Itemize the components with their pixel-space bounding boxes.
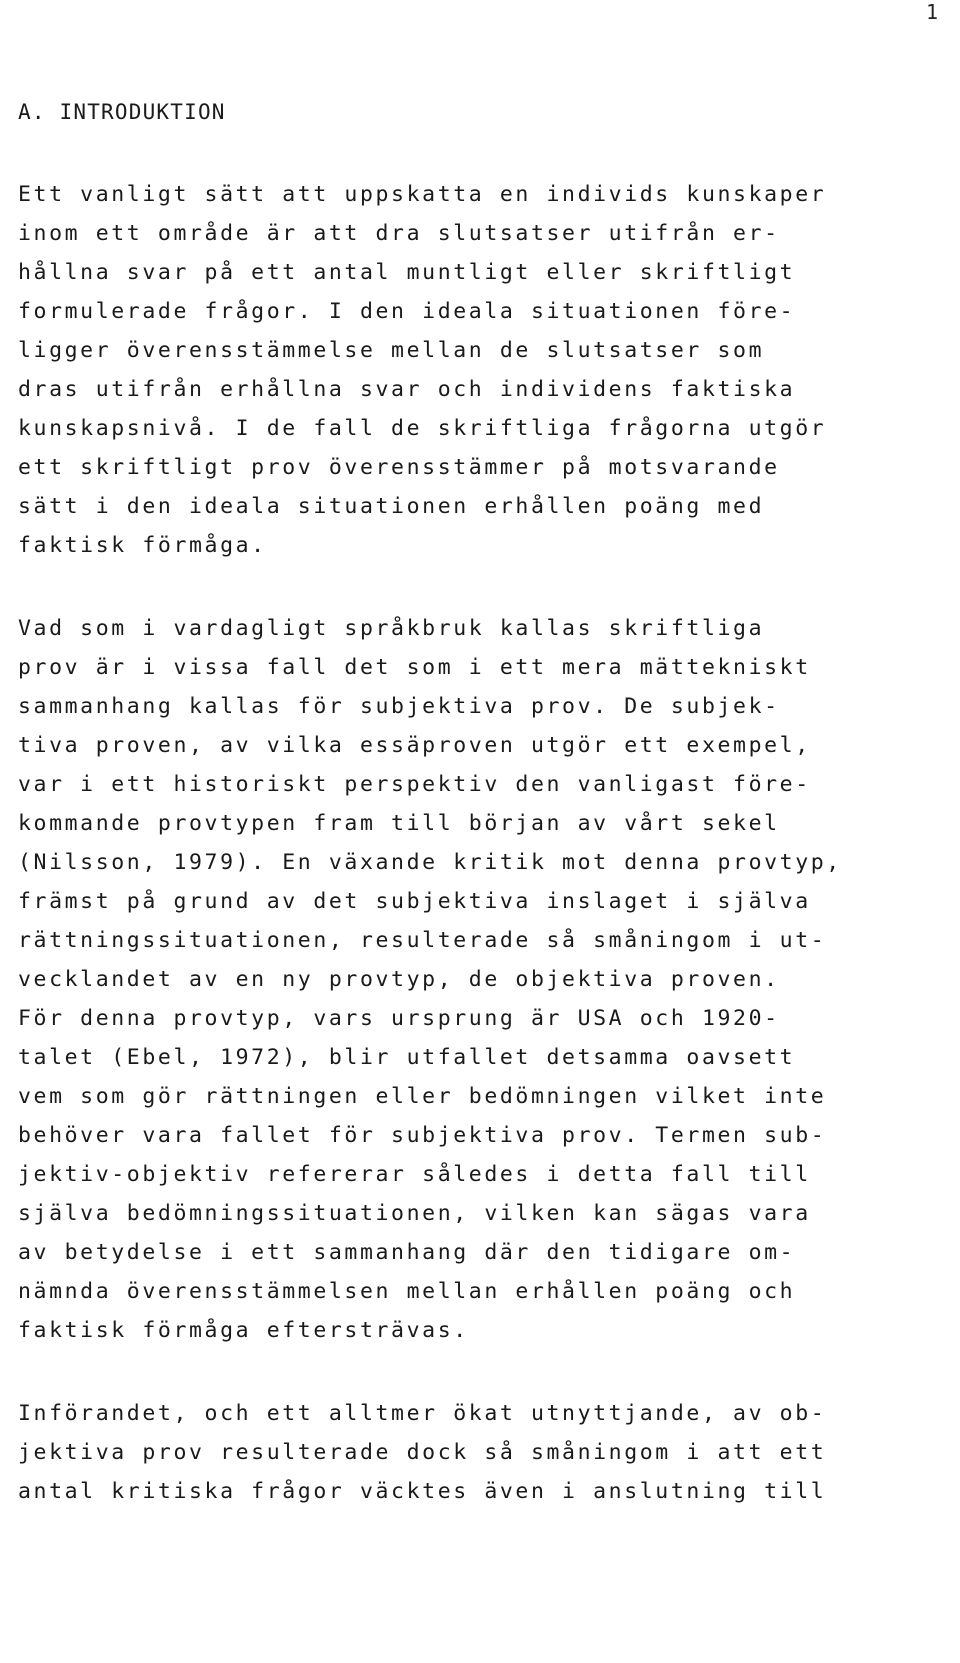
text-line: tiva proven, av vilka essäproven utgör ett exempel, (18, 733, 811, 758)
text-line: rättningssituationen, resulterade så småningom i ut- (18, 928, 827, 953)
paragraph-2 (18, 609, 918, 1350)
text-line: För denna provtyp, vars ursprung är USA och 1920- (18, 1006, 780, 1031)
text-line: formulerade frågor. I den ideala situationen före- (18, 299, 796, 324)
text-line: själva bedömningssituationen, vilken kan sägas vara (18, 1201, 811, 1226)
text-line: faktisk förmåga eftersträvas. (18, 1318, 469, 1343)
text-line: Vad som i vardagligt språkbruk kallas skriftliga (18, 616, 765, 641)
text-line: behöver vara fallet för subjektiva prov. Termen sub- (18, 1123, 827, 1148)
text-line: vem som gör rättningen eller bedömningen vilket inte (18, 1084, 827, 1109)
text-line: faktisk förmåga. (18, 533, 267, 558)
text-line: jektiv-objektiv refererar således i detta fall till (18, 1162, 811, 1187)
text-line: (Nilsson, 1979). En växande kritik mot denna provtyp, (18, 850, 842, 875)
text-line: av betydelse i ett sammanhang där den tidigare om- (18, 1240, 796, 1265)
text-line: sätt i den ideala situationen erhållen poäng med (18, 494, 765, 519)
text-line: kunskapsnivå. I de fall de skriftliga frågorna utgör (18, 416, 827, 441)
text-line: sammanhang kallas för subjektiva prov. De subjek- (18, 694, 780, 719)
text-line: dras utifrån erhållna svar och individens faktiska (18, 377, 796, 402)
text-line: hållna svar på ett antal muntligt eller skriftligt (18, 260, 796, 285)
text-line: prov är i vissa fall det som i ett mera mättekniskt (18, 655, 811, 680)
text-line: talet (Ebel, 1972), blir utfallet detsamma oavsett (18, 1045, 796, 1070)
section-heading: A. INTRODUKTION (18, 100, 226, 124)
text-line: Ett vanligt sätt att uppskatta en individs kunskaper (18, 182, 827, 207)
paragraph-3 (18, 1394, 918, 1511)
text-line: var i ett historiskt perspektiv den vanligast före- (18, 772, 811, 797)
text-line: jektiva prov resulterade dock så småningom i att ett (18, 1440, 827, 1465)
text-line: antal kritiska frågor väcktes även i anslutning till (18, 1479, 827, 1504)
text-line: nämnda överensstämmelsen mellan erhållen poäng och (18, 1279, 796, 1304)
page-number: 1 (925, 0, 938, 24)
text-line: inom ett område är att dra slutsatser utifrån er- (18, 221, 780, 246)
text-line: ett skriftligt prov överensstämmer på motsvarande (18, 455, 780, 480)
text-line: främst på grund av det subjektiva inslaget i själva (18, 889, 811, 914)
text-line: vecklandet av en ny provtyp, de objektiva proven. (18, 967, 780, 992)
text-line: ligger överensstämmelse mellan de slutsatser som (18, 338, 765, 363)
text-line: Införandet, och ett alltmer ökat utnyttjande, av ob- (18, 1401, 827, 1426)
text-line: kommande provtypen fram till början av vårt sekel (18, 811, 780, 836)
paragraph-1 (18, 175, 918, 565)
